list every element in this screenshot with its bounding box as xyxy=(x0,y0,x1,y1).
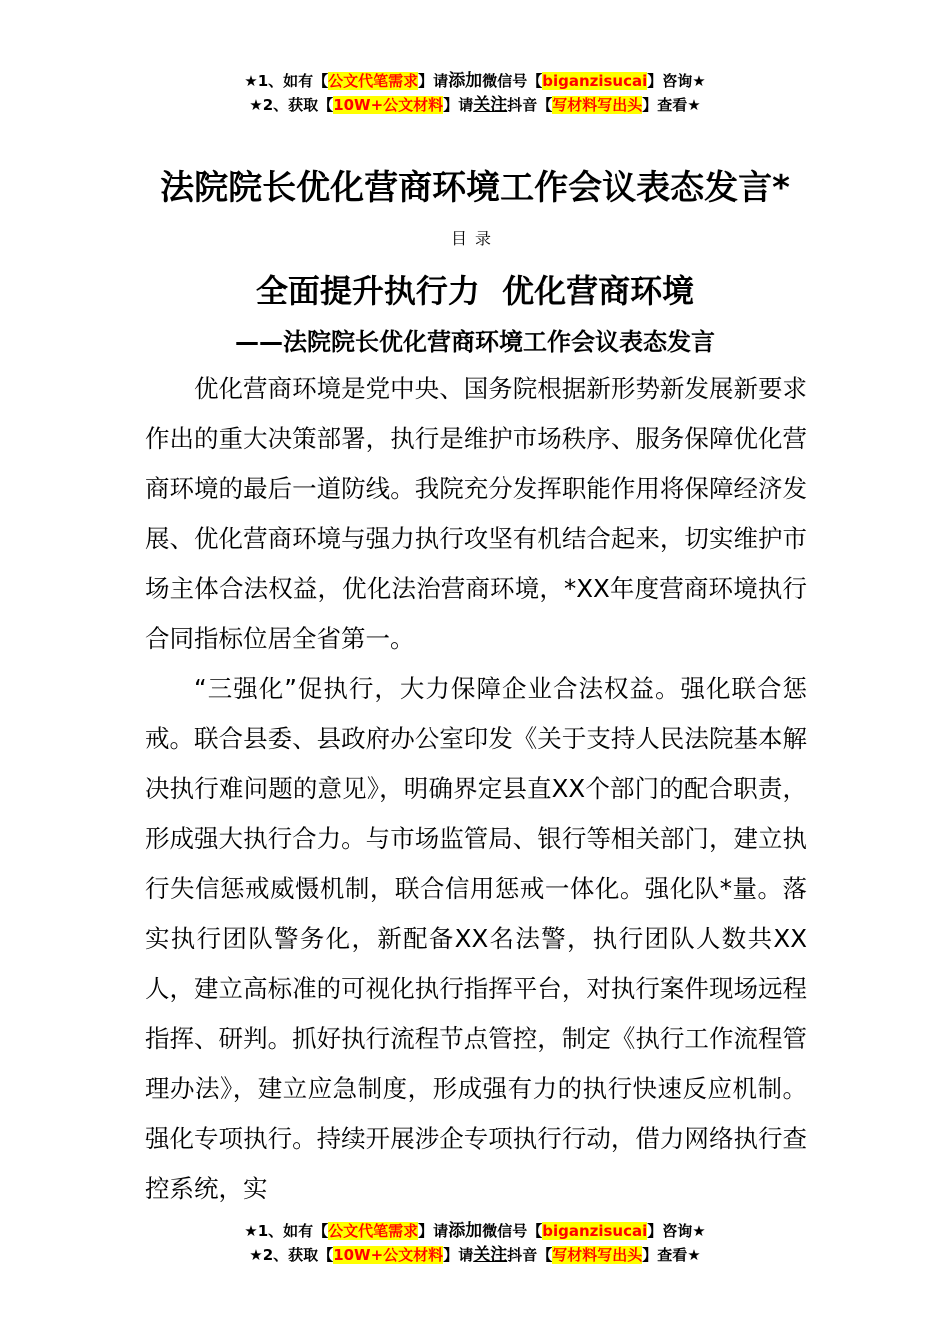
promo-emphasis: 关注 xyxy=(473,95,508,115)
promo-text: 抖音【 xyxy=(507,1246,553,1264)
promo-text: 】请 xyxy=(443,96,474,114)
promo-text: ★1、如有【 xyxy=(244,72,329,90)
promo-text: 】请 xyxy=(418,72,449,90)
paragraph: 优化营商环境是党中央、国务院根据新形势新发展新要求作出的重大决策部署，执行是维护市场秩序、服务保障优化营商环境的最后一道防线。我院充分发挥职能作用将保障经济发展、优化营商环境与强力执行攻坚有机结合起来，切实维护市场主体合法权益，优化法治营商环境，*XX年度营商环境执行合同指标位居全省第一。 xyxy=(145,374,807,653)
promo-highlight: 公文代笔需求 xyxy=(328,1222,419,1240)
promo-text: ★2、获取【 xyxy=(249,96,334,114)
promo-line-2 xyxy=(0,94,950,118)
promo-text: 】咨询★ xyxy=(647,72,706,90)
promo-text: 微信号【 xyxy=(482,72,543,90)
promo-emphasis: 添加 xyxy=(448,71,483,91)
wechat-id-highlight: biganzisucai xyxy=(542,1222,648,1240)
promo-text: 】请 xyxy=(443,1246,474,1264)
promo-banner-bottom xyxy=(0,1220,950,1268)
promo-text: 】查看★ xyxy=(642,96,701,114)
paragraph: “三强化”促执行，大力保障企业合法权益。强化联合惩戒。联合县委、县政府办公室印发《关于支持人民法院基本解决执行难问题的意见》，明确界定县直XX个部门的配合职责，形成强大执行合力。与市场监管局、银行等相关部门，建立执行失信惩戒威慑机制，联合信用惩戒一体化。强化队*量。落实执行团队警务化，新配备XX名法警，执行团队人数共XX人，建立高标准的可视化执行指挥平台，对执行案件现场远程指挥、研判。抓好执行流程节点管控，制定《执行工作流程管理办法》，建立应急制度，形成强有力的执行快速反应机制。强化专项执行。持续开展涉企专项执行行动，借力网络执行查控系统，实 xyxy=(145,674,807,1203)
promo-highlight: 10W+公文材料 xyxy=(333,96,444,114)
promo-text: 】请 xyxy=(418,1222,449,1240)
section-subheading: ——法院院长优化营商环境工作会议表态发言 xyxy=(235,328,715,356)
promo-text: 】咨询★ xyxy=(647,1222,706,1240)
promo-text: 抖音【 xyxy=(507,96,553,114)
promo-line-2 xyxy=(0,1244,950,1268)
douyin-id-highlight: 写材料写出头 xyxy=(552,96,643,114)
promo-text: 】查看★ xyxy=(642,1246,701,1264)
promo-text: ★2、获取【 xyxy=(249,1246,334,1264)
promo-banner-top xyxy=(0,70,950,118)
promo-line-1 xyxy=(0,70,950,94)
section-heading: 全面提升执行力 优化营商环境 xyxy=(255,272,695,310)
toc-label: 目录 xyxy=(450,229,499,248)
promo-text: ★1、如有【 xyxy=(244,1222,329,1240)
promo-text: 微信号【 xyxy=(482,1222,543,1240)
promo-line-1 xyxy=(0,1220,950,1244)
wechat-id-highlight: biganzisucai xyxy=(542,72,648,90)
promo-emphasis: 添加 xyxy=(448,1221,483,1241)
promo-emphasis: 关注 xyxy=(473,1245,508,1265)
promo-highlight: 10W+公文材料 xyxy=(333,1246,444,1264)
document-body xyxy=(145,364,807,1214)
douyin-id-highlight: 写材料写出头 xyxy=(552,1246,643,1264)
promo-highlight: 公文代笔需求 xyxy=(328,72,419,90)
document-title: 法院院长优化营商环境工作会议表态发言* xyxy=(160,168,790,208)
